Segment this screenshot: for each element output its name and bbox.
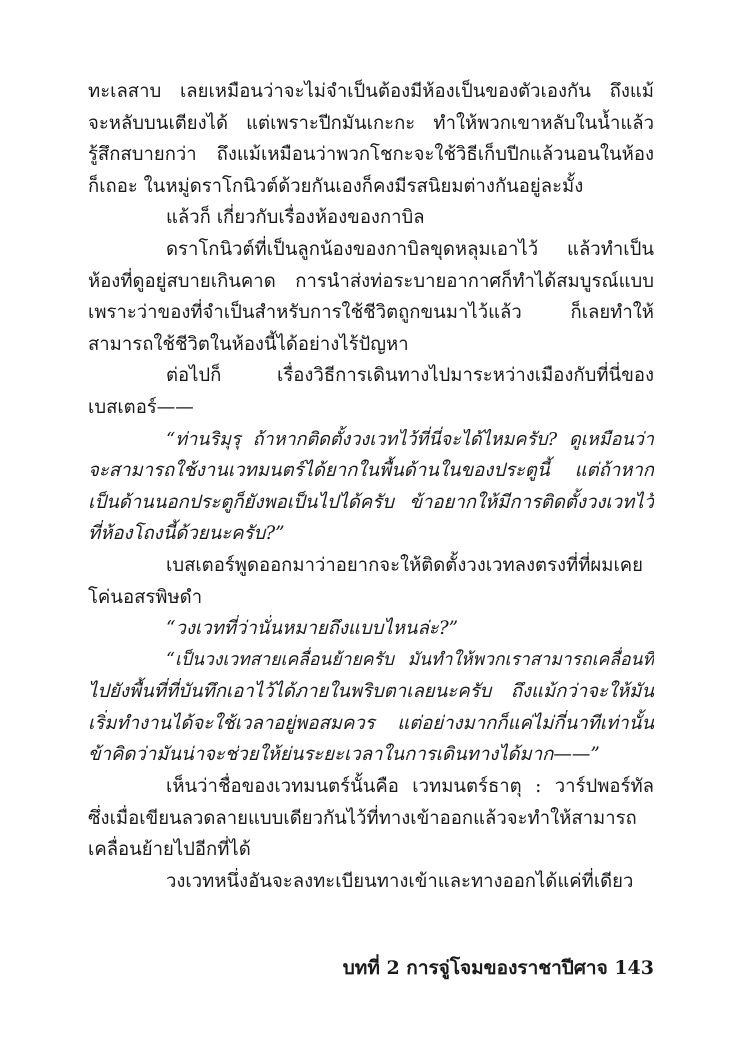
text-line: สามารถใช้ชีวิตในห้องนี้ได้อย่างไร้ปัญหา — [88, 333, 409, 355]
text-line: ห้องที่ดูอยู่สบายเกินคาด การนำส่งท่อระบายอากาศก็ทำได้สมบูรณ์แบบ — [88, 270, 654, 292]
text-line: เริ่มทำงานได้จะใช้เวลาอยู่พอสมควร แต่อย่างมากก็แค่ไม่กี่นาทีเท่านั้น — [88, 712, 654, 734]
text-line: ที่ห้องโถงนี้ด้วยนะครับ?” — [88, 523, 285, 545]
text-line: จะหลับบนเตียงได้ แต่เพราะปีกมันเกะกะ ทำให้พวกเขาหลับในน้ำแล้ว — [88, 112, 654, 134]
text-line: เป็นด้านนอกประตูก็ยังพอเป็นไปได้ครับ ข้าอยากให้มีการติดตั้งวงเวทไว้ — [88, 491, 654, 513]
text-line: ต่อไปก็ เรื่องวิธีการเดินทางไปมาระหว่างเมืองกับที่นี่ของ — [166, 365, 654, 387]
text-line: “วงเวทที่ว่านั่นหมายถึงแบบไหนล่ะ?” — [166, 618, 459, 640]
page-body — [88, 76, 654, 897]
text-line: ก็เถอะ ในหมู่ดราโกนิวต์ด้วยกันเองก็คงมีรสนิยมต่างกันอยู่ละมั้ง — [88, 175, 584, 197]
text-line: ไปยังพื้นที่ที่บันทึกเอาไว้ได้ภายในพริบตาเลยนะครับ ถึงแม้กว่าจะให้มัน — [88, 681, 654, 703]
text-line: วงเวทหนึ่งอันจะลงทะเบียนทางเข้าและทางออกได้แค่ที่เดียว — [166, 870, 634, 892]
text-line: ดราโกนิวต์ที่เป็นลูกน้องของกาบิลขุดหลุมเอาไว้ แล้วทำเป็น — [166, 238, 654, 260]
text-line: ซึ่งเมื่อเขียนลวดลายแบบเดียวกันไว้ที่ทางเข้าออกแล้วจะทำให้สามารถ — [88, 807, 637, 829]
text-line: ข้าคิดว่ามันน่าจะช่วยให้ย่นระยะเวลาในการเดินทางได้มาก——” — [88, 744, 600, 766]
text-line: โค่นอสรพิษดำ — [88, 586, 203, 608]
page-footer — [88, 954, 654, 982]
text-line: “ท่านริมุรุ ถ้าหากติดตั้งวงเวทไว้ที่นี่จะได้ไหมครับ? ดูเหมือนว่า — [166, 428, 654, 450]
text-line: เห็นว่าชื่อของเวทมนตร์นั้นคือ เวทมนตร์ธาตุ : วาร์ปพอร์ทัล — [166, 776, 654, 798]
text-line: เพราะว่าของที่จำเป็นสำหรับการใช้ชีวิตถูกขนมาไว้แล้ว ก็เลยทำให้ — [88, 302, 654, 324]
chapter-page-label: บทที่ 2 การจู่โจมของราชาปีศาจ 143 — [342, 957, 654, 979]
text-line: เคลื่อนย้ายไปอีกที่ได้ — [88, 839, 251, 861]
text-line: จะสามารถใช้งานเวทมนตร์ได้ยากในพื้นด้านในของประตูนี้ แต่ถ้าหาก — [88, 460, 654, 482]
text-line: เบสเตอร์พูดออกมาว่าอยากจะให้ติดตั้งวงเวทลงตรงที่ที่ผมเคย — [166, 554, 643, 576]
text-line: รู้สึกสบายกว่า ถึงแม้เหมือนว่าพวกโชกะจะใช้วิธีเก็บปีกแล้วนอนในห้อง — [88, 144, 654, 166]
text-line: “เป็นวงเวทสายเคลื่อนย้ายครับ มันทำให้พวกเราสามารถเคลื่อนที่ — [166, 649, 654, 670]
text-line: เบสเตอร์—— — [88, 396, 194, 418]
text-line: ทะเลสาบ เลยเหมือนว่าจะไม่จำเป็นต้องมีห้องเป็นของตัวเองกัน ถึงแม้ — [88, 81, 654, 102]
text-line: แล้วก็ เกี่ยวกับเรื่องห้องของกาบิล — [166, 207, 425, 229]
